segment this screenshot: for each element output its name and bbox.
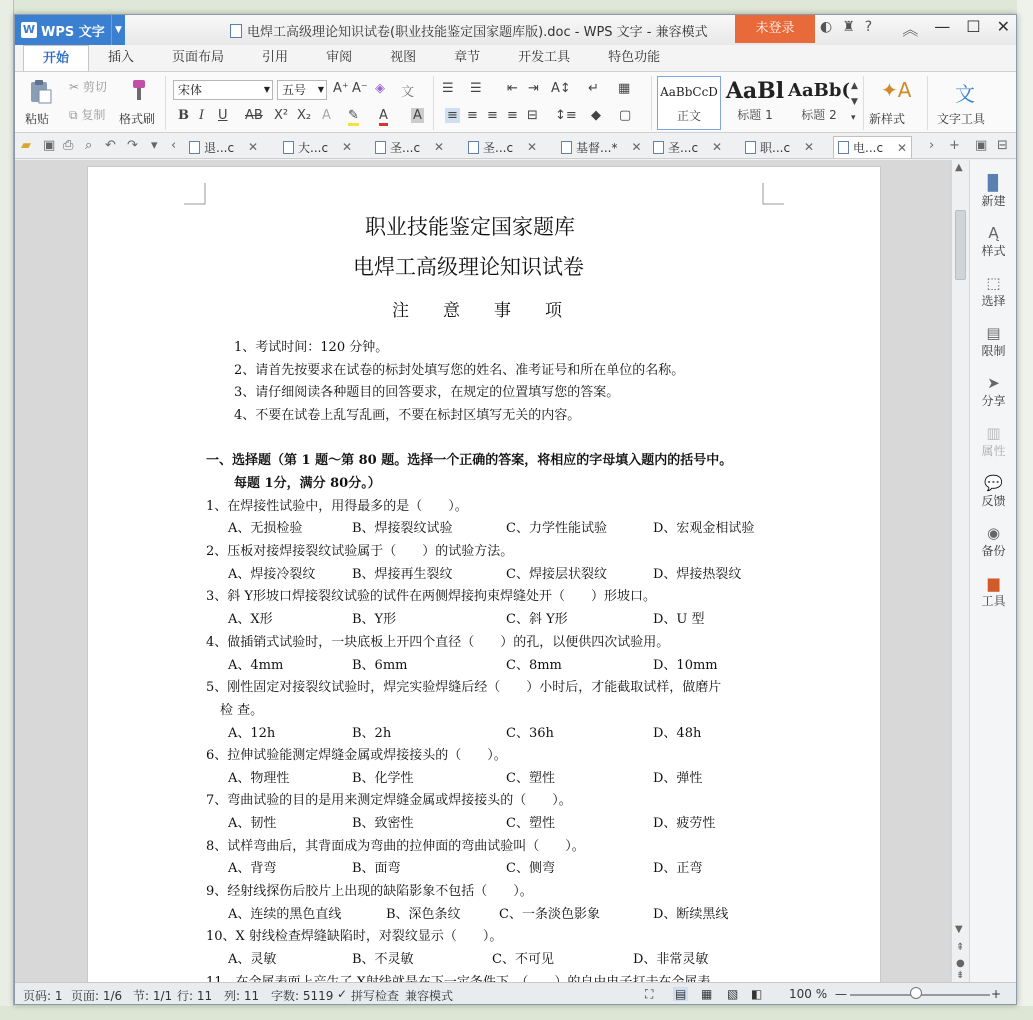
style-normal[interactable] [657,76,721,130]
doc-tab[interactable] [468,136,537,158]
notice-heading: 注 意 事 项 [392,301,562,321]
style-name: 标题 2 [801,108,837,122]
panel-label: 备份 [981,544,1006,558]
doc-tab-active[interactable] [833,136,912,158]
skin-icon[interactable]: ◐ [820,19,833,35]
crop-mark-icon [184,183,206,205]
section-heading-2: 每题 1分，满分 80分。） [234,476,381,491]
border-icon[interactable]: ▢ [619,108,632,123]
bold-icon[interactable]: B [178,108,189,123]
separator [651,76,652,130]
doc-tab-label: 大...c [298,140,329,155]
panel-styles[interactable] [970,224,1017,259]
subscript-icon[interactable]: X₂ [297,108,312,123]
superscript-icon[interactable]: X² [274,108,289,123]
document-icon [375,141,386,154]
option: D、宏观金相试验 [653,521,755,536]
status-spell-check[interactable]: 拼写检查 [351,989,400,1003]
shrink-font-icon[interactable]: A⁻ [352,81,368,96]
doc-tab[interactable] [745,136,814,158]
option: A、12h [228,726,276,741]
option: D、焊接热裂纹 [653,567,742,582]
justify-icon[interactable]: ≡ [507,108,518,123]
option: C、36h [506,726,554,741]
show-marks-icon[interactable]: ↵ [588,81,599,96]
doc-tab[interactable] [375,136,444,158]
panel-label: 新建 [981,194,1006,208]
doc-tab[interactable] [653,136,722,158]
wps-window [14,14,1017,1005]
web-view-icon[interactable]: ▧ [727,987,739,1001]
style-scroll-icon[interactable]: ▲ ▼ ▾ [851,81,858,123]
style-sample: AaBl [725,78,785,104]
tab-right-icon[interactable]: › [929,138,935,153]
prev-page-icon[interactable]: ⇞ [956,942,965,953]
clear-format-icon[interactable]: ◈ [375,81,385,96]
panel-label: 选择 [981,294,1006,308]
chevron-down-icon: ▼ [263,85,270,94]
option: A、韧性 [228,816,277,831]
option: A、物理性 [228,771,290,786]
tab-review[interactable]: 审阅 [326,50,353,65]
text-tools-button[interactable]: 文字工具 [937,112,986,126]
text-tools-icon: 文 [955,82,975,106]
doc-title-2: 电焊工高级理论知识试卷 [353,255,584,279]
tab-developer[interactable]: 开发工具 [518,50,571,65]
panel-label: 分享 [981,394,1006,408]
tab-chapter[interactable]: 章节 [454,50,481,65]
option: A、4mm [228,658,284,673]
option: A、连续的黑色直线 [228,907,342,922]
panel-label: 限制 [981,344,1006,358]
question: 6、拉伸试验能测定焊缝金属或焊接接头的（ ）。 [206,748,507,763]
fullscreen-icon[interactable]: ⛶ [645,987,654,1001]
desktop-right-strip [1017,0,1033,1020]
scroll-thumb[interactable] [955,210,966,280]
status-compat: 兼容模式 [405,989,454,1003]
redo-icon[interactable]: ↷ [127,138,138,153]
close-icon[interactable]: ✕ [804,140,815,154]
option: A、焊接冷裂纹 [228,567,316,582]
doc-tab[interactable] [189,136,258,158]
panel-label: 属性 [981,444,1006,458]
document-icon [468,141,479,154]
separator [863,76,864,130]
document-icon [745,141,756,154]
status-row: 行: 11 [177,989,213,1003]
login-button[interactable]: 未登录 [735,15,815,43]
numbered-list-icon[interactable]: ☰ [470,81,482,96]
maximize-icon[interactable]: ☐ [966,17,981,36]
tab-special[interactable]: 特色功能 [608,50,661,65]
status-page-code: 页码: 1 [23,989,63,1003]
grow-font-icon[interactable]: A⁺ [333,81,349,96]
copy-label: 复制 [81,108,106,122]
panel-label: 样式 [981,244,1006,258]
decrease-indent-icon[interactable]: ⇤ [507,81,518,96]
increase-indent-icon[interactable]: ⇥ [528,81,539,96]
italic-icon[interactable]: I [199,108,205,123]
option: B、Y形 [352,612,397,627]
document-page[interactable] [87,166,881,996]
option: D、弹性 [653,771,703,786]
task-panel [969,160,1016,982]
phonetic-icon[interactable]: 文 [401,85,415,100]
style-name: 正文 [676,109,701,123]
panel-backup[interactable] [970,524,1017,559]
window-title [230,21,708,40]
share-icon: ➤ [987,374,1000,392]
status-col: 列: 11 [224,989,260,1003]
font-name-value: 宋体 [178,83,203,97]
doc-tab[interactable] [283,136,352,158]
title-icons [820,19,872,35]
shirt-icon[interactable]: ♜ [842,19,855,35]
line-spacing-icon[interactable]: ↕≡ [555,108,577,123]
option: B、6mm [352,658,408,673]
next-page-icon[interactable]: ⇟ [956,970,965,981]
option: B、不灵敏 [352,952,414,967]
close-icon[interactable]: ✕ [527,140,538,154]
doc-tab-label: 电...c [853,141,884,155]
align-left-icon[interactable]: ≡ [447,108,458,123]
font-size-value: 五号 [282,83,307,97]
distribute-icon[interactable]: ⊟ [527,108,538,123]
option: D、非常灵敏 [633,952,709,967]
title-bar [15,15,1016,45]
separator [927,76,928,130]
option: C、侧弯 [506,861,555,876]
align-right-icon[interactable]: ≡ [487,108,498,123]
doc-tab-label: 圣...c [483,140,514,155]
option: B、2h [352,726,392,741]
scissors-icon: ✂ [69,80,80,94]
style-icon: Ą [988,224,999,242]
panel-properties[interactable] [970,424,1017,459]
style-heading-2[interactable] [787,76,851,130]
option: C、塑性 [506,816,555,831]
app-name: WPS 文字 [41,24,105,40]
close-icon[interactable]: ✕ [712,140,723,154]
window-controls [902,17,1010,40]
status-section: 节: 1/1 [133,989,173,1003]
underline-icon[interactable]: U [218,108,228,123]
option: A、灵敏 [228,952,277,967]
tab-page-layout[interactable]: 页面布局 [172,50,225,65]
question: 2、压板对接焊接裂纹试验属于（ ）的试验方法。 [206,544,514,559]
note-line: 2、请首先按要求在试卷的标封处填写您的姓名、准考证号和所在单位的名称。 [234,363,685,378]
text-effect-icon[interactable]: A [322,108,331,123]
table-icon[interactable]: ▦ [618,81,631,96]
properties-icon: ▥ [986,424,1001,442]
tab-references[interactable]: 引用 [262,50,289,65]
ribbon [15,71,1016,133]
note-line: 3、请仔细阅读各种题目的回答要求，在规定的位置填写您的答案。 [234,385,620,400]
option: C、斜 Y形 [506,612,568,627]
lock-icon: ▤ [986,324,1001,342]
question: 3、斜 Y形坡口焊接裂纹试验的试件在两侧焊接拘束焊缝处开（ ）形坡口。 [206,589,656,604]
doc-tab[interactable] [561,136,642,158]
format-painter-button[interactable]: 格式刷 [119,112,156,126]
backup-icon: ◉ [986,524,1001,542]
new-tab-icon[interactable]: + [949,138,960,153]
customize-icon[interactable]: ▾ [151,138,158,153]
option: A、无损检验 [228,521,303,536]
window-title-text: 电焊工高级理论知识试卷(职业技能鉴定国家题库版).doc - WPS 文字 - 兼容模式 [247,25,708,40]
copy-icon: ⧉ [69,108,78,122]
question: 7、弯曲试验的目的是用来测定焊缝金属或焊接接头的（ ）。 [206,793,572,808]
new-style-icon: ✦A [881,78,912,102]
option: A、背弯 [228,861,277,876]
fill-icon[interactable]: ◆ [591,108,601,123]
option: C、不可见 [492,952,554,967]
tab-insert[interactable]: 插入 [108,50,135,65]
toolbox-icon: ▆ [987,574,1000,592]
option: C、焊接层状裂纹 [506,567,607,582]
option: B、面弯 [352,861,401,876]
format-painter-icon [125,78,151,104]
option: C、8mm [506,658,562,673]
option: B、焊接裂纹试验 [352,521,453,536]
desktop-bottom-strip [0,1006,1033,1020]
note-line: 1、考试时间：120 分钟。 [234,340,389,355]
tab-list-icon[interactable]: ▣ [975,138,988,153]
app-menu-button[interactable] [15,15,125,45]
option: B、深色条纹 [386,907,461,922]
question: 10、X 射线检查焊缝缺陷时，对裂纹显示（ ）。 [206,929,503,944]
option: D、疲劳性 [653,816,716,831]
panel-tools[interactable] [970,574,1017,609]
question-continued: 检 查。 [220,703,264,718]
chevron-down-icon[interactable]: ▼ [111,15,125,45]
doc-tab-label: 职...c [760,140,791,155]
option: D、10mm [653,658,718,673]
option: D、断续黑线 [653,907,729,922]
document-icon [838,141,849,154]
close-icon[interactable]: ✕ [996,17,1010,36]
wps-logo-icon: W [22,23,36,36]
tab-left-icon[interactable]: ‹ [171,138,177,153]
option: D、正弯 [653,861,703,876]
quick-access-bar [15,134,1016,159]
tab-home[interactable]: 开始 [23,45,89,71]
tab-view[interactable]: 视图 [390,50,417,65]
save-icon[interactable]: ▣ [43,138,56,153]
doc-title-1: 职业技能鉴定国家题库 [365,215,575,239]
section-heading: 一、选择题（第 1 题～第 80 题。选择一个正确的答案，将相应的字母填入题内的括号中。 [206,453,733,468]
close-icon[interactable]: ✕ [434,140,445,154]
status-bar [15,982,1016,1004]
ribbon-tabs [15,45,1016,71]
panel-share[interactable] [970,374,1017,409]
outline-view-icon[interactable]: ▦ [701,987,713,1001]
page-view-icon[interactable]: ▤ [675,987,687,1001]
paste-button[interactable]: 粘贴 [25,112,50,126]
style-name: 标题 1 [737,108,773,122]
document-area [15,160,951,982]
undo-icon[interactable]: ↶ [105,138,116,153]
option: D、48h [653,726,702,741]
separator [165,76,166,130]
zoom-slider-knob[interactable] [910,987,922,999]
copy-button[interactable] [69,106,105,123]
spell-check-icon: ✓ [337,987,348,1001]
eye-protect-icon[interactable]: ◧ [751,987,763,1001]
vertical-scrollbar[interactable] [951,160,969,982]
option: C、力学性能试验 [506,521,607,536]
close-icon[interactable]: ✕ [248,140,259,154]
option: B、致密性 [352,816,414,831]
sort-icon[interactable]: A↕ [551,81,571,96]
style-heading-1[interactable] [723,76,787,130]
note-line: 4、不要在试卷上乱写乱画，不要在标封区填写无关的内容。 [234,408,581,423]
new-doc-icon: ▉ [987,174,1000,192]
document-icon [230,24,242,38]
collapse-ribbon-icon[interactable]: ︽ [902,20,919,39]
close-icon[interactable]: ✕ [897,140,908,155]
strikethrough-icon[interactable]: AB [245,108,263,123]
doc-tab-label: 圣...c [668,140,699,155]
desktop-left-strip [0,0,14,1020]
panel-label: 工具 [981,594,1006,608]
scroll-up-icon[interactable]: ▲ [955,162,963,173]
print-icon[interactable]: ⎙ [63,138,74,153]
question: 4、做插销式试验时，一块底板上开四个直径（ ）的孔，以便供四次试验用。 [206,635,670,650]
bullet-list-icon[interactable]: ☰ [442,81,454,96]
status-zoom: 100 % [789,987,828,1001]
panel-select[interactable] [970,274,1017,309]
question: 5、刚性固定对接裂纹试验时，焊完实验焊缝后经（ ）小时后，才能截取试样，做磨片 [206,680,722,695]
paste-icon [27,78,53,104]
question: 1、在焊接性试验中，用得最多的是（ ）。 [206,499,468,514]
scroll-down-icon[interactable]: ▼ [955,924,963,935]
style-sample: AaBbCcD [660,85,718,99]
option: C、塑性 [506,771,555,786]
question: 8、试样弯曲后，其背面成为弯曲的拉伸面的弯曲试验叫（ ）。 [206,839,585,854]
panel-feedback[interactable] [970,474,1017,509]
chat-icon: 💬 [984,474,1003,492]
doc-tab-label: 基督...* [576,140,618,155]
print-preview-icon[interactable]: ⌕ [85,138,93,153]
panel-new[interactable] [970,174,1017,209]
question: 9、经射线探伤后胶片上出现的缺陷影象不包括（ ）。 [206,884,533,899]
tab-menu-icon[interactable]: ⊟ [997,138,1008,153]
option: B、焊接再生裂纹 [352,567,453,582]
style-sample: AaBb( [788,80,850,101]
align-center-icon[interactable]: ≡ [467,108,478,123]
new-style-button[interactable]: 新样式 [869,112,906,126]
font-name-select[interactable] [173,80,273,100]
panel-restrict[interactable] [970,324,1017,359]
open-icon[interactable]: ▰ [21,138,31,153]
font-color-icon[interactable]: A [379,108,388,126]
close-icon[interactable]: ✕ [342,140,353,154]
char-shading-icon[interactable]: A [413,108,422,123]
status-page: 页面: 1/6 [71,989,123,1003]
zoom-in-icon[interactable]: + [991,987,1002,1001]
doc-tab-label: 圣...c [390,140,421,155]
cut-label: 剪切 [82,80,107,94]
separator [433,76,434,130]
document-icon [189,141,200,154]
close-icon[interactable]: ✕ [631,140,642,154]
document-icon [653,141,664,154]
zoom-out-icon[interactable]: — [835,987,847,1001]
status-word-count[interactable]: 字数: 5119 [271,989,334,1003]
option: A、X形 [228,612,273,627]
option: B、化学性 [352,771,414,786]
cursor-icon: ⬚ [986,274,1001,292]
crop-mark-icon [762,183,784,205]
highlight-icon[interactable]: ✎ [348,108,359,126]
option: D、U 型 [653,612,705,627]
cut-button[interactable] [69,78,107,95]
panel-label: 反馈 [981,494,1006,508]
minimize-icon[interactable]: — [934,17,951,36]
help-icon[interactable]: ? [864,19,873,35]
font-size-select[interactable] [277,80,327,100]
select-browse-icon[interactable]: ● [956,958,965,969]
doc-tab-label: 退...c [204,140,235,155]
option: C、一条淡色影象 [499,907,600,922]
document-icon [561,141,572,154]
chevron-down-icon: ▼ [317,85,324,94]
document-icon [283,141,294,154]
